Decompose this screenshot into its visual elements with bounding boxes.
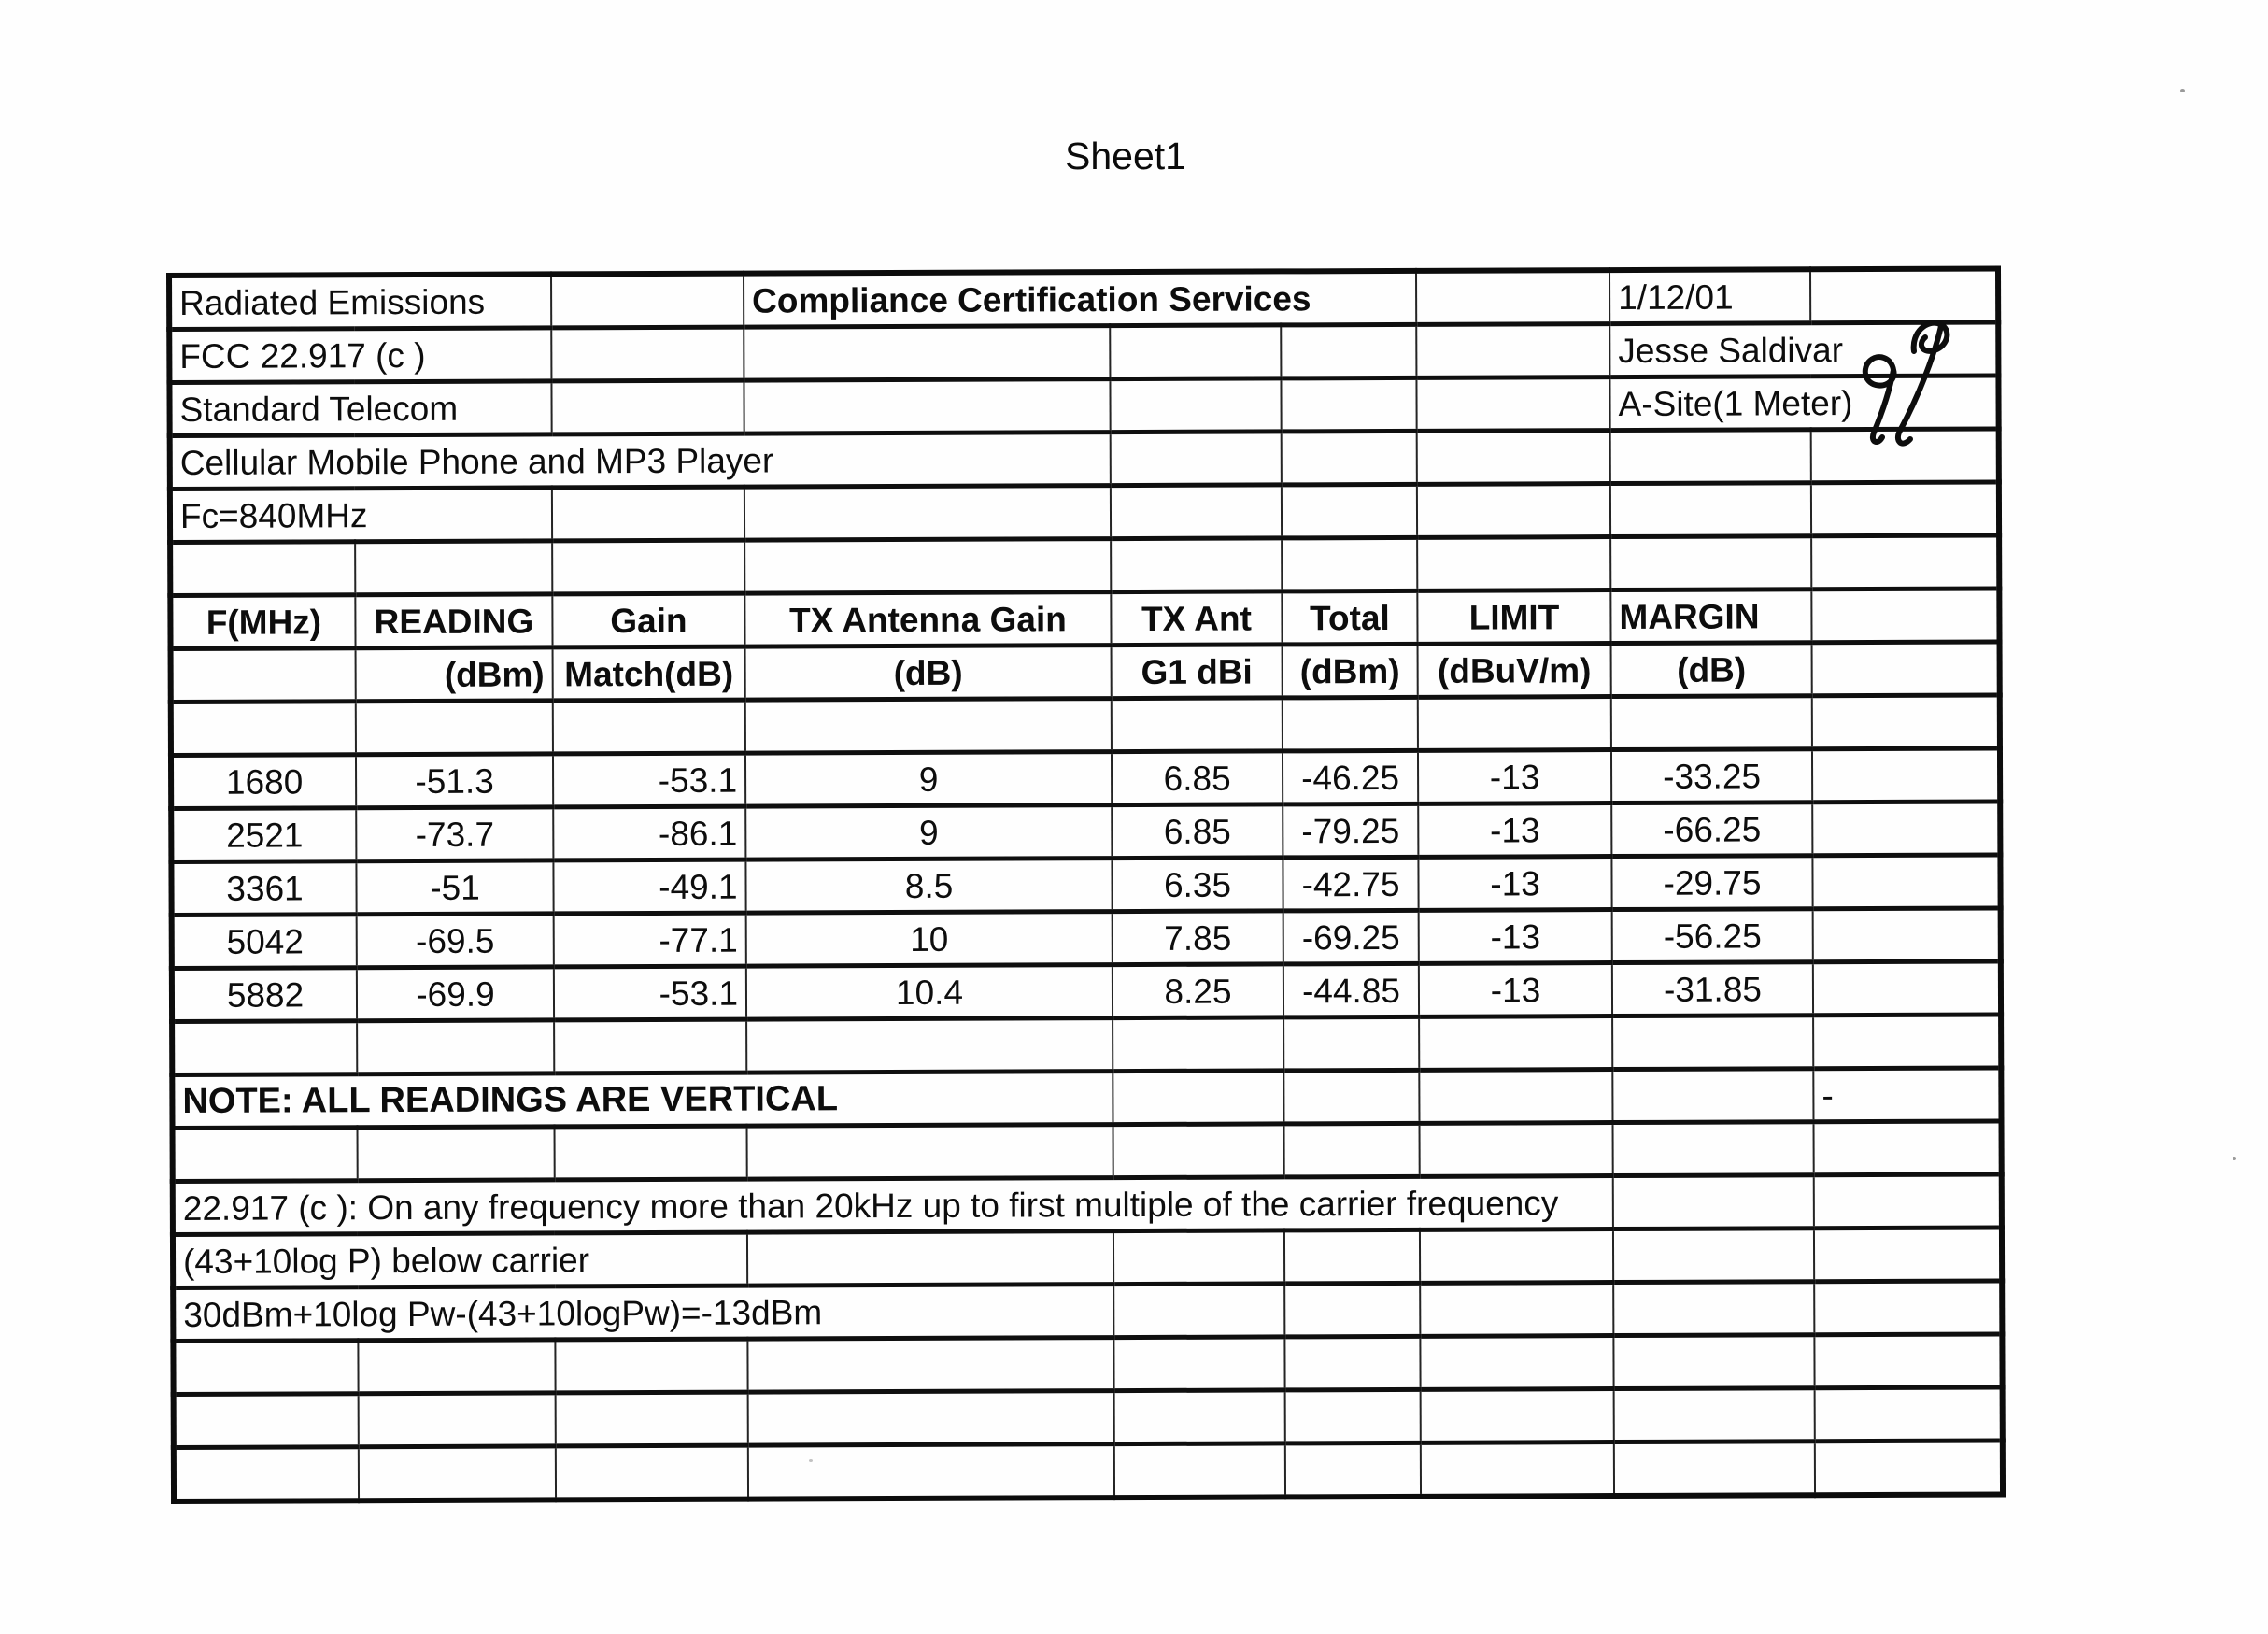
empty-cell [357, 1020, 554, 1074]
empty-cell [1811, 589, 1999, 643]
data-cell-margin: -33.25 [1611, 749, 1812, 803]
empty-cell [1612, 1016, 1813, 1070]
empty-cell [1815, 1387, 2003, 1442]
empty-cell [1283, 1070, 1419, 1124]
data-cell-tx-ant: 6.35 [1112, 858, 1283, 912]
col-header-limit: LIMIT [1417, 590, 1610, 645]
empty-cell [551, 380, 744, 434]
rule-text-line2: (43+10log P) below carrier [173, 1232, 747, 1287]
empty-cell [1113, 1071, 1283, 1125]
data-cell-gain-match: -86.1 [553, 806, 745, 860]
empty-cell [1813, 1015, 2001, 1069]
empty-cell [1113, 1337, 1284, 1391]
empty-cell [1284, 1283, 1420, 1337]
data-cell-gain-match: -77.1 [554, 913, 746, 967]
scan-speck [2180, 89, 2185, 92]
data-cell-gain-match: -53.1 [553, 753, 745, 807]
empty-cell [748, 1391, 1114, 1446]
empty-cell [1811, 535, 1999, 590]
empty-cell [1812, 855, 2000, 909]
site-name: A-Site(1 Meter) [1609, 376, 1998, 431]
empty-cell [1812, 642, 2000, 696]
empty-cell [1113, 1284, 1284, 1338]
empty-cell [1283, 697, 1418, 751]
blank-row [172, 1015, 2001, 1075]
empty-cell [1282, 484, 1417, 538]
data-cell-margin: -56.25 [1612, 909, 1813, 963]
empty-cell [1812, 748, 2000, 803]
empty-cell [556, 1445, 748, 1499]
scan-speck [2233, 1157, 2236, 1160]
data-cell-limit: -13 [1418, 857, 1611, 911]
data-cell-tx-antenna-gain: 10 [746, 912, 1113, 967]
data-row [172, 908, 2001, 969]
empty-cell [747, 1231, 1113, 1286]
empty-cell [744, 539, 1111, 594]
col-header-gain: Gain [552, 593, 744, 647]
empty-cell [356, 701, 553, 755]
empty-cell [355, 541, 552, 595]
empty-cell [1814, 1174, 2002, 1229]
data-cell-frequency: 1680 [171, 755, 356, 809]
info-row [170, 429, 1999, 490]
info-fcc-rule: FCC 22.917 (c ) [169, 328, 551, 383]
test-date: 1/12/01 [1609, 269, 1810, 323]
empty-cell [358, 1340, 555, 1394]
empty-cell [744, 326, 1110, 381]
empty-cell [172, 1021, 357, 1075]
empty-cell [1285, 1389, 1421, 1443]
empty-cell [1281, 377, 1416, 432]
empty-cell [552, 540, 744, 594]
empty-cell [745, 699, 1112, 754]
empty-cell [174, 1394, 359, 1448]
empty-cell [1812, 695, 2000, 749]
rule-text-row [173, 1174, 2002, 1235]
empty-cell [1811, 482, 1999, 536]
empty-cell [1613, 1282, 1814, 1336]
data-cell-total: -69.25 [1283, 910, 1419, 964]
units-row [171, 642, 2000, 703]
blank-row [174, 1387, 2003, 1448]
data-cell-tx-ant: 6.85 [1112, 751, 1283, 805]
empty-cell [744, 379, 1110, 434]
empty-cell [1284, 1123, 1420, 1177]
data-cell-frequency: 5882 [172, 968, 357, 1022]
empty-cell [553, 700, 745, 754]
table-wrap [166, 265, 2006, 1504]
data-cell-limit: -13 [1418, 750, 1611, 804]
rule-text-row [173, 1228, 2002, 1288]
rule-text-row [173, 1281, 2002, 1342]
empty-cell [1611, 696, 1812, 750]
empty-cell [1612, 1069, 1813, 1123]
col-header-f-mhz: F(MHz) [170, 595, 355, 649]
data-cell-limit: -13 [1419, 963, 1612, 1017]
empty-cell [551, 274, 744, 328]
empty-cell [1113, 1017, 1283, 1072]
blank-row [171, 695, 2000, 756]
data-cell-tx-ant: 6.85 [1112, 804, 1283, 859]
data-cell-tx-antenna-gain: 8.5 [745, 859, 1112, 914]
empty-cell [1610, 483, 1811, 537]
empty-cell [1114, 1390, 1285, 1444]
data-row [171, 748, 2000, 809]
empty-cell [1417, 431, 1610, 485]
empty-cell [173, 1128, 358, 1182]
data-row [171, 855, 2000, 916]
rule-text-line3: 30dBm+10log Pw-(43+10logPw)=-13dBm [173, 1285, 1113, 1342]
empty-cell [1610, 430, 1811, 484]
signature-mark [1852, 316, 1961, 458]
empty-cell [1284, 1336, 1420, 1390]
data-cell-reading: -51.3 [356, 754, 553, 808]
col-header-tx-antenna-gain: TX Antenna Gain [744, 592, 1111, 647]
empty-cell [1421, 1389, 1614, 1443]
data-cell-tx-antenna-gain: 9 [745, 805, 1112, 860]
rule-text-line1: 22.917 (c ): On any frequency more than 20kHz up to first multiple of the carrier frequency [173, 1176, 1613, 1235]
data-cell-gain-match: -53.1 [554, 966, 746, 1020]
empty-cell [555, 1126, 747, 1180]
data-cell-total: -46.25 [1283, 750, 1418, 804]
empty-cell [746, 1018, 1113, 1073]
empty-cell [748, 1444, 1114, 1499]
empty-cell [1613, 1335, 1814, 1389]
empty-cell [1111, 432, 1282, 486]
note-readings-vertical: NOTE: ALL READINGS ARE VERTICAL [172, 1072, 1113, 1129]
empty-cell [1420, 1283, 1613, 1337]
empty-cell [1416, 324, 1609, 378]
data-cell-reading: -69.9 [357, 967, 554, 1021]
empty-cell [170, 542, 355, 596]
empty-cell [1814, 1228, 2002, 1282]
info-eut: Cellular Mobile Phone and MP3 Player [170, 433, 1111, 490]
empty-cell [1111, 485, 1282, 539]
empty-cell [1610, 536, 1811, 590]
data-cell-tx-antenna-gain: 10.4 [746, 965, 1113, 1020]
empty-cell [1810, 268, 1998, 322]
empty-cell [1112, 698, 1283, 752]
lab-name: Compliance Certification Services [744, 271, 1416, 327]
data-cell-margin: -31.85 [1612, 962, 1813, 1016]
data-cell-reading: -73.7 [356, 807, 553, 861]
data-cell-total: -42.75 [1283, 857, 1418, 911]
scan-speck [809, 1459, 813, 1462]
empty-cell [1814, 1334, 2002, 1388]
empty-cell [1110, 378, 1281, 433]
unit-tx-ant: G1 dBi [1112, 645, 1283, 699]
data-cell-limit: -13 [1418, 803, 1611, 858]
unit-total: (dBm) [1283, 644, 1418, 698]
empty-cell [1418, 697, 1611, 751]
data-cell-limit: -13 [1419, 910, 1612, 964]
blank-row [174, 1441, 2003, 1501]
stray-dash-mark: - [1813, 1068, 2001, 1122]
empty-cell [1114, 1443, 1285, 1498]
empty-cell [1420, 1336, 1613, 1390]
unit-tx-antenna-gain: (dB) [745, 646, 1112, 701]
data-cell-frequency: 5042 [172, 915, 357, 969]
info-row [169, 268, 1998, 329]
empty-cell [1417, 484, 1610, 538]
data-cell-total: -44.85 [1283, 963, 1419, 1017]
data-cell-tx-antenna-gain: 9 [745, 752, 1112, 807]
empty-cell [1281, 324, 1416, 378]
empty-cell [1110, 325, 1281, 379]
empty-cell [552, 487, 744, 541]
sheet-title: Sheet1 [1065, 135, 1186, 178]
empty-cell [1614, 1388, 1815, 1442]
empty-cell [1814, 1121, 2002, 1175]
empty-cell [1283, 1016, 1419, 1071]
empty-cell [1416, 270, 1609, 324]
info-radiated-emissions: Radiated Emissions [169, 274, 551, 329]
info-carrier-frequency: Fc=840MHz [170, 488, 552, 543]
empty-cell [1284, 1229, 1420, 1284]
empty-cell [358, 1127, 555, 1181]
empty-cell [171, 702, 356, 756]
empty-cell [1614, 1442, 1815, 1496]
info-row [169, 322, 1998, 383]
empty-cell [1421, 1442, 1614, 1497]
empty-cell [1282, 537, 1417, 591]
empty-cell [1420, 1229, 1613, 1284]
empty-cell [1420, 1123, 1613, 1177]
empty-cell [1813, 908, 2001, 962]
empty-cell [359, 1446, 556, 1500]
empty-cell [556, 1392, 748, 1446]
empty-cell [359, 1393, 556, 1447]
empty-cell [1613, 1175, 1814, 1229]
data-row [171, 802, 2000, 862]
empty-cell [1416, 377, 1609, 432]
empty-cell [1417, 537, 1610, 591]
empty-cell [747, 1125, 1113, 1180]
data-cell-margin: -29.75 [1611, 856, 1812, 910]
col-header-margin: MARGIN [1610, 590, 1811, 644]
empty-cell [174, 1447, 359, 1501]
engineer-name: Jesse Saldivar [1609, 322, 1998, 377]
col-header-reading: READING [355, 594, 552, 648]
data-cell-tx-ant: 8.25 [1113, 964, 1283, 1018]
empty-cell [1815, 1441, 2003, 1495]
unit-margin: (dB) [1611, 643, 1812, 697]
data-cell-frequency: 2521 [171, 808, 356, 862]
empty-cell [744, 486, 1111, 541]
col-header-tx-ant: TX Ant [1111, 591, 1282, 646]
header-row [170, 589, 1999, 649]
empty-cell [1813, 961, 2001, 1016]
empty-cell [1282, 431, 1417, 485]
info-row [170, 482, 1999, 543]
unit-limit: (dBuV/m) [1418, 644, 1611, 698]
emissions-table [166, 265, 2006, 1504]
empty-cell [1613, 1122, 1814, 1176]
empty-cell [1285, 1442, 1421, 1497]
data-cell-margin: -66.25 [1611, 803, 1812, 857]
empty-cell [173, 1341, 358, 1395]
col-header-total: Total [1282, 590, 1417, 645]
empty-cell [554, 1019, 746, 1073]
empty-cell [1113, 1230, 1284, 1285]
unit-gain: Match(dB) [553, 646, 745, 701]
empty-cell [551, 327, 744, 381]
blank-row [170, 535, 1999, 596]
info-row [169, 376, 1998, 436]
empty-cell [1113, 1124, 1284, 1178]
empty-cell [1814, 1281, 2002, 1335]
data-cell-tx-ant: 7.85 [1113, 911, 1283, 965]
data-cell-gain-match: -49.1 [553, 860, 745, 914]
empty-cell [1812, 802, 2000, 856]
empty-cell [1111, 538, 1282, 592]
data-cell-total: -79.25 [1283, 803, 1418, 858]
blank-row [173, 1121, 2002, 1182]
data-cell-reading: -51 [356, 860, 553, 915]
empty-cell [1613, 1229, 1814, 1283]
empty-cell [555, 1339, 747, 1393]
unit-reading: (dBm) [356, 647, 553, 702]
empty-cell [171, 648, 356, 703]
info-company: Standard Telecom [169, 381, 551, 436]
note-row [172, 1068, 2001, 1129]
empty-cell [1419, 1016, 1612, 1071]
empty-cell [747, 1338, 1113, 1393]
blank-row [173, 1334, 2002, 1395]
data-cell-frequency: 3361 [171, 861, 356, 916]
data-cell-reading: -69.5 [357, 914, 554, 968]
empty-cell [1419, 1070, 1612, 1124]
data-row [172, 961, 2001, 1022]
